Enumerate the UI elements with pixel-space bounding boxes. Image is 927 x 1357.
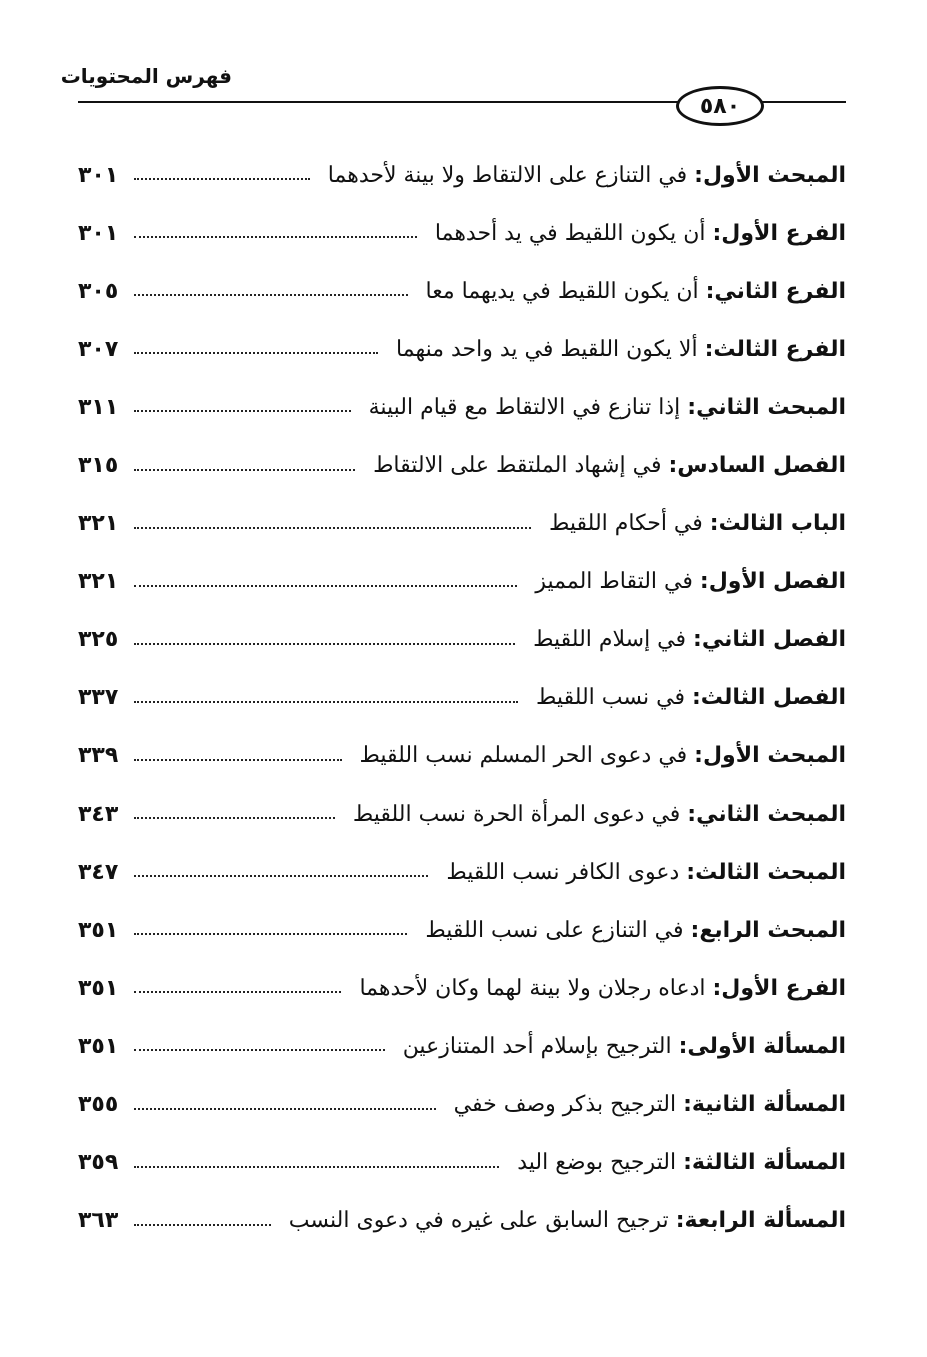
toc-entry bbox=[78, 959, 846, 1017]
entry-text bbox=[352, 743, 847, 768]
toc-entry bbox=[78, 320, 846, 378]
entry-text bbox=[509, 1150, 846, 1175]
entry-text bbox=[351, 976, 846, 1001]
entry-title: ادعاه رجلان ولا بينة لهما وكان لأحدهما bbox=[359, 975, 706, 1001]
entry-text bbox=[525, 627, 846, 652]
entry-title: أن يكون اللقيط في يد أحدهما bbox=[434, 220, 706, 246]
entry-label: الفصل الثاني: bbox=[693, 627, 846, 653]
entry-text bbox=[427, 221, 846, 246]
entry-label: المبحث الثالث: bbox=[686, 859, 846, 885]
entry-label: الفصل الأول: bbox=[699, 569, 846, 595]
entry-page-number: ٣٤٧ bbox=[78, 859, 119, 885]
page-number-oval bbox=[676, 86, 764, 126]
toc-entry bbox=[78, 378, 846, 436]
toc-entry bbox=[78, 843, 846, 901]
dot-leader bbox=[134, 701, 518, 703]
entry-label: المبحث الأول: bbox=[694, 743, 846, 769]
entry-label: الفرع الثالث: bbox=[704, 336, 846, 362]
entry-title: في نسب اللقيط bbox=[536, 685, 685, 711]
toc-entry bbox=[78, 1017, 846, 1075]
entry-label: الفرع الثاني: bbox=[705, 278, 846, 304]
entry-text bbox=[438, 860, 846, 885]
dot-leader bbox=[134, 1166, 499, 1168]
toc-entry bbox=[78, 262, 846, 320]
entry-label: المبحث الرابع: bbox=[690, 917, 846, 943]
entry-page-number: ٣١٥ bbox=[78, 453, 119, 479]
running-head: فهرس المحتويات bbox=[60, 64, 232, 88]
entry-title: الترجيح بإسلام أحد المتنازعين bbox=[402, 1033, 672, 1059]
toc-entry bbox=[78, 146, 846, 204]
entry-page-number: ٣٠٥ bbox=[78, 278, 119, 304]
entry-text bbox=[388, 337, 846, 362]
dot-leader bbox=[134, 1049, 385, 1051]
dot-leader bbox=[134, 352, 378, 354]
entry-page-number: ٣٠٧ bbox=[78, 336, 119, 362]
entry-page-number: ٣٠١ bbox=[78, 162, 119, 188]
entry-title: ترجيح السابق على غيره في دعوى النسب bbox=[288, 1208, 669, 1234]
toc-entry bbox=[78, 727, 846, 785]
entry-page-number: ٣٥٩ bbox=[78, 1150, 119, 1176]
entry-label: المسألة الثالثة: bbox=[683, 1150, 846, 1176]
dot-leader bbox=[134, 410, 351, 412]
entry-title: في أحكام اللقيط bbox=[549, 511, 703, 537]
entry-label: الفرع الأول: bbox=[712, 975, 846, 1001]
entry-text bbox=[365, 453, 846, 478]
entry-text bbox=[418, 279, 846, 304]
entry-title: ألا يكون اللقيط في يد واحد منهما bbox=[396, 336, 698, 362]
entry-text bbox=[527, 569, 846, 594]
entry-title: في إشهاد الملتقط على الالتقاط bbox=[373, 453, 662, 479]
entry-title: في التقاط المميز bbox=[535, 569, 693, 595]
entry-title: دعوى الكافر نسب اللقيط bbox=[446, 859, 680, 885]
entry-title: أن يكون اللقيط في يديهما معا bbox=[425, 278, 699, 304]
dot-leader bbox=[134, 585, 517, 587]
entry-label: الفصل السادس: bbox=[668, 453, 846, 479]
dot-leader bbox=[134, 469, 355, 471]
entry-page-number: ٣٢٥ bbox=[78, 627, 119, 653]
entry-page-number: ٣٢١ bbox=[78, 569, 119, 595]
dot-leader bbox=[134, 1108, 436, 1110]
dot-leader bbox=[134, 991, 341, 993]
dot-leader bbox=[134, 178, 310, 180]
entry-page-number: ٣٢١ bbox=[78, 511, 119, 537]
entry-label: المبحث الثاني: bbox=[687, 394, 846, 420]
dot-leader bbox=[134, 817, 335, 819]
toc-entry bbox=[78, 669, 846, 727]
dot-leader bbox=[134, 236, 417, 238]
entry-title: في التنازع على الالتقاط ولا بينة لأحدهما bbox=[327, 162, 688, 188]
toc-entry bbox=[78, 1076, 846, 1134]
dot-leader bbox=[134, 1224, 271, 1226]
entry-page-number: ٣٤٣ bbox=[78, 801, 119, 827]
entry-label: الفصل الثالث: bbox=[692, 685, 846, 711]
dot-leader bbox=[134, 759, 342, 761]
dot-leader bbox=[134, 875, 428, 877]
entry-label: الفرع الأول: bbox=[712, 220, 846, 246]
toc-entry bbox=[78, 1192, 846, 1250]
entry-label: المسألة الرابعة: bbox=[675, 1208, 846, 1234]
entry-text bbox=[395, 1034, 846, 1059]
entry-label: الباب الثالث: bbox=[709, 511, 846, 537]
entry-page-number: ٣٠١ bbox=[78, 220, 119, 246]
entry-page-number: ٣٥٥ bbox=[78, 1092, 119, 1118]
entry-title: في إسلام اللقيط bbox=[533, 627, 687, 653]
entry-text bbox=[541, 511, 846, 536]
entry-page-number: ٣٣٩ bbox=[78, 743, 119, 769]
entry-page-number: ٣١١ bbox=[78, 394, 119, 420]
entry-text bbox=[361, 395, 846, 420]
toc-entry bbox=[78, 901, 846, 959]
entry-label: المسألة الثانية: bbox=[683, 1092, 846, 1118]
entry-title: الترجيح بوضع اليد bbox=[517, 1150, 677, 1176]
toc-entry bbox=[78, 1134, 846, 1192]
entry-page-number: ٣٣٧ bbox=[78, 685, 119, 711]
entry-title: إذا تنازع في الالتقاط مع قيام البينة bbox=[368, 394, 681, 420]
entry-text bbox=[528, 685, 846, 710]
entry-title: الترجيح بذكر وصف خفي bbox=[453, 1092, 677, 1118]
dot-leader bbox=[134, 933, 407, 935]
table-of-contents bbox=[78, 146, 846, 1250]
entry-label: المبحث الأول: bbox=[694, 162, 846, 188]
entry-text bbox=[345, 802, 846, 827]
entry-page-number: ٣٥١ bbox=[78, 917, 119, 943]
toc-entry bbox=[78, 611, 846, 669]
page-number: ٥٨٠ bbox=[699, 93, 741, 119]
toc-entry bbox=[78, 436, 846, 494]
toc-entry bbox=[78, 495, 846, 553]
dot-leader bbox=[134, 643, 515, 645]
entry-page-number: ٣٥١ bbox=[78, 975, 119, 1001]
entry-text bbox=[320, 163, 846, 188]
entry-label: المسألة الأولى: bbox=[678, 1033, 846, 1059]
entry-text bbox=[446, 1092, 846, 1117]
entry-page-number: ٣٦٣ bbox=[78, 1208, 119, 1234]
toc-entry bbox=[78, 553, 846, 611]
entry-title: في دعوى الحر المسلم نسب اللقيط bbox=[359, 743, 688, 769]
entry-label: المبحث الثاني: bbox=[687, 801, 846, 827]
toc-entry bbox=[78, 204, 846, 262]
dot-leader bbox=[134, 527, 531, 529]
entry-title: في التنازع على نسب اللقيط bbox=[425, 917, 684, 943]
entry-page-number: ٣٥١ bbox=[78, 1033, 119, 1059]
entry-title: في دعوى المرأة الحرة نسب اللقيط bbox=[352, 801, 681, 827]
dot-leader bbox=[134, 294, 408, 296]
entry-text bbox=[417, 918, 846, 943]
toc-entry bbox=[78, 785, 846, 843]
entry-text bbox=[281, 1208, 846, 1233]
